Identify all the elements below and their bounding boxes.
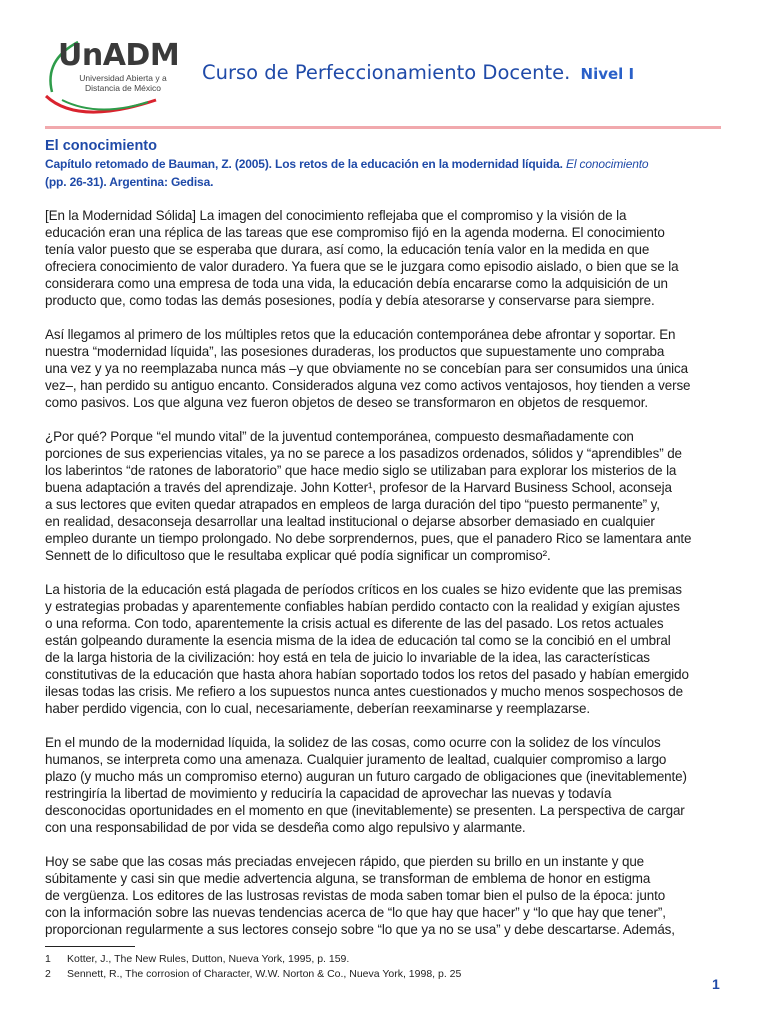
paragraph-6 <box>45 853 725 938</box>
footnote-text: Sennett, R., The corrosion of Character, W.W. Norton & Co., Nueva York, 1998, p. 25 <box>67 968 462 980</box>
text-line: ofreciera conocimiento de valor duradero. Ya fuera que se le juzgara como episodio aislado, o bien que se la <box>45 259 679 274</box>
source-citation <box>45 155 725 191</box>
page-number: 1 <box>712 976 720 992</box>
course-level: Nivel I <box>580 65 635 83</box>
footnote-divider <box>45 946 135 947</box>
text-line: Así llegamos al primero de los múltiples retos que la educación contemporánea debe afrontar y soportar. En <box>45 327 676 342</box>
text-line: y estrategias probadas y aparentemente confiables habían perdido contacto con la realidad y exigían ajustes <box>45 599 680 614</box>
text-line: Hoy se sabe que las cosas más preciadas envejecen rápido, que pierden su brillo en un instante y que <box>45 854 645 869</box>
logo-subtitle-line: Distancia de México <box>84 83 162 93</box>
section-title: El conocimiento <box>45 138 157 154</box>
footnote-2 <box>45 967 725 982</box>
text-line: En el mundo de la modernidad líquida, la solidez de las cosas, como ocurre con la solidez de los vínculos <box>45 735 661 750</box>
paragraph-1 <box>45 207 725 309</box>
text-line: nuestra “modernidad líquida”, las posesiones duraderas, los productos que supuestamente uno compraba <box>45 344 665 359</box>
paragraph-3 <box>45 428 725 564</box>
unadm-logo <box>38 30 198 120</box>
text-line: o una reforma. Con todo, aparentemente la crisis actual es diferente de las del pasado. Los retos actuales <box>45 616 664 631</box>
source-italic: El conocimiento <box>565 157 649 171</box>
source-text: Capítulo retomado de Bauman, Z. (2005). Los retos de la educación en la modernidad líquida. <box>45 157 563 171</box>
text-line: ilesas todas las crisis. Me refiero a los supuestos nunca antes cuestionados y mucho menos sospechosos de <box>45 684 683 699</box>
footnote-1 <box>45 952 725 967</box>
footnote-text: Kotter, J., The New Rules, Dutton, Nueva York, 1995, p. 159. <box>67 953 350 965</box>
text-line: están golpeando duramente la esencia misma de la idea de educación tal como se la concibió en el umbral <box>45 633 671 648</box>
logo-subtitle <box>70 73 176 93</box>
paragraph-4 <box>45 581 725 717</box>
text-line: educación eran una réplica de las tareas que ese compromiso fijó en la agenda moderna. El conocimiento <box>45 225 665 240</box>
footnote-number: 1 <box>45 953 51 965</box>
text-line: restringiría la libertad de movimiento y reduciría la capacidad de aprovechar las nuevas y todavía <box>45 786 612 801</box>
text-line: a sus lectores que eviten quedar atrapados en empleos de larga duración del tipo “puesto permanente” y, <box>45 497 660 512</box>
source-line: (pp. 26-31). Argentina: Gedisa. <box>45 175 214 189</box>
text-line: proporcionan regularmente a sus lectores consejo sobre “lo que ya no se usa” y debe descartarse. Además, <box>45 922 675 937</box>
text-line: de vergüenza. Los editores de las lustrosas revistas de moda saben tomar bien el pulso de la época: junto <box>45 888 666 903</box>
course-title-text: Curso de Perfeccionamiento Docente. <box>202 61 571 84</box>
text-line: haber perdido vigencia, con lo cual, necesariamente, deberían reexaminarse y reemplazarse. <box>45 701 590 716</box>
text-line: empleo durante un tiempo prolongado. No debe sorprendernos, pues, que el panadero Rico se lamentara ante <box>45 531 692 546</box>
text-line: vez–, han perdido su antiguo encanto. Considerados alguna vez como activos ventajosos, hoy tienden a verse <box>45 378 691 393</box>
logo-wordmark: UnADM <box>58 38 180 73</box>
text-line: con la información sobre las nuevas tendencias acerca de “lo que hay que hacer” y “lo que hay que tener”, <box>45 905 666 920</box>
text-line: como pasivos. Los que alguna vez fueron objetos de deseo se transformaron en objetos de resquemor. <box>45 395 649 410</box>
document-header <box>38 30 738 120</box>
document-body <box>45 138 725 938</box>
text-line: producto que, como todas las demás posesiones, podía y debía atesorarse y conservarse para siempre. <box>45 293 655 308</box>
text-line: ¿Por qué? Porque “el mundo vital” de la juventud contemporánea, compuesto desmañadamente con <box>45 429 634 444</box>
course-title <box>202 61 634 84</box>
text-line: súbitamente y casi sin que medie advertencia alguna, se transforman de emblema de honor en estigma <box>45 871 651 886</box>
text-line: desconocidas oportunidades en el momento en que (inevitablemente) se presenten. La perspectiva de cargar <box>45 803 685 818</box>
text-line: porciones de sus experiencias vitales, ya no se parece a los pasadizos ordenados, sólidos y “aprendibles” de <box>45 446 682 461</box>
text-line: tenía valor puesto que se esperaba que durara, así como, la educación tenía valor en la medida en que <box>45 242 650 257</box>
text-line: buena adaptación a través del aprendizaje. John Kotter¹, profesor de la Harvard Business School, aconseja <box>45 480 672 495</box>
text-line: plazo (y mucho más un compromiso eterno) auguran un futuro cargado de obligaciones que (inevitablemente) <box>45 769 687 784</box>
text-line: La historia de la educación está plagada de períodos críticos en los cuales se hizo evidente que las premisas <box>45 582 682 597</box>
text-line: considerara como una empresa de toda una vida, la educación debía encararse como la adquisición de un <box>45 276 668 291</box>
footnotes <box>45 946 725 982</box>
text-line: una vez y ya no reemplazaba nunca más –y que obviamente no se concebían para ser consumidos una única <box>45 361 688 376</box>
text-line: en realidad, desaconseja desarrollar una lealtad institucional o dejarse absorber demasiado en cualquier <box>45 514 655 529</box>
text-line: constitutivas de la educación que hasta ahora habían soportado todos los retos del pasado y habían emergido <box>45 667 689 682</box>
paragraph-2 <box>45 326 725 411</box>
text-line: de la larga historia de la civilización: hoy está en tela de juicio lo invariable de la idea, las características <box>45 650 650 665</box>
text-line: Sennett de lo dificultoso que le resultaba explicar qué podía significar un compromiso². <box>45 548 551 563</box>
footnote-number: 2 <box>45 968 51 980</box>
paragraph-5 <box>45 734 725 836</box>
source-line <box>45 155 725 173</box>
header-divider <box>45 126 721 129</box>
logo-subtitle-line: Universidad Abierta y a <box>79 73 167 83</box>
text-line: [En la Modernidad Sólida] La imagen del conocimiento reflejaba que el compromiso y la visión de la <box>45 208 627 223</box>
text-line: los laberintos “de ratones de laboratorio” que hace medio siglo se utilizaban para explorar los misterios de la <box>45 463 677 478</box>
text-line: humanos, se interpreta como una amenaza. Cualquier juramento de lealtad, cualquier compromiso a largo <box>45 752 667 767</box>
text-line: con una responsabilidad de por vida se desdeña como algo repulsivo y alarmante. <box>45 820 526 835</box>
